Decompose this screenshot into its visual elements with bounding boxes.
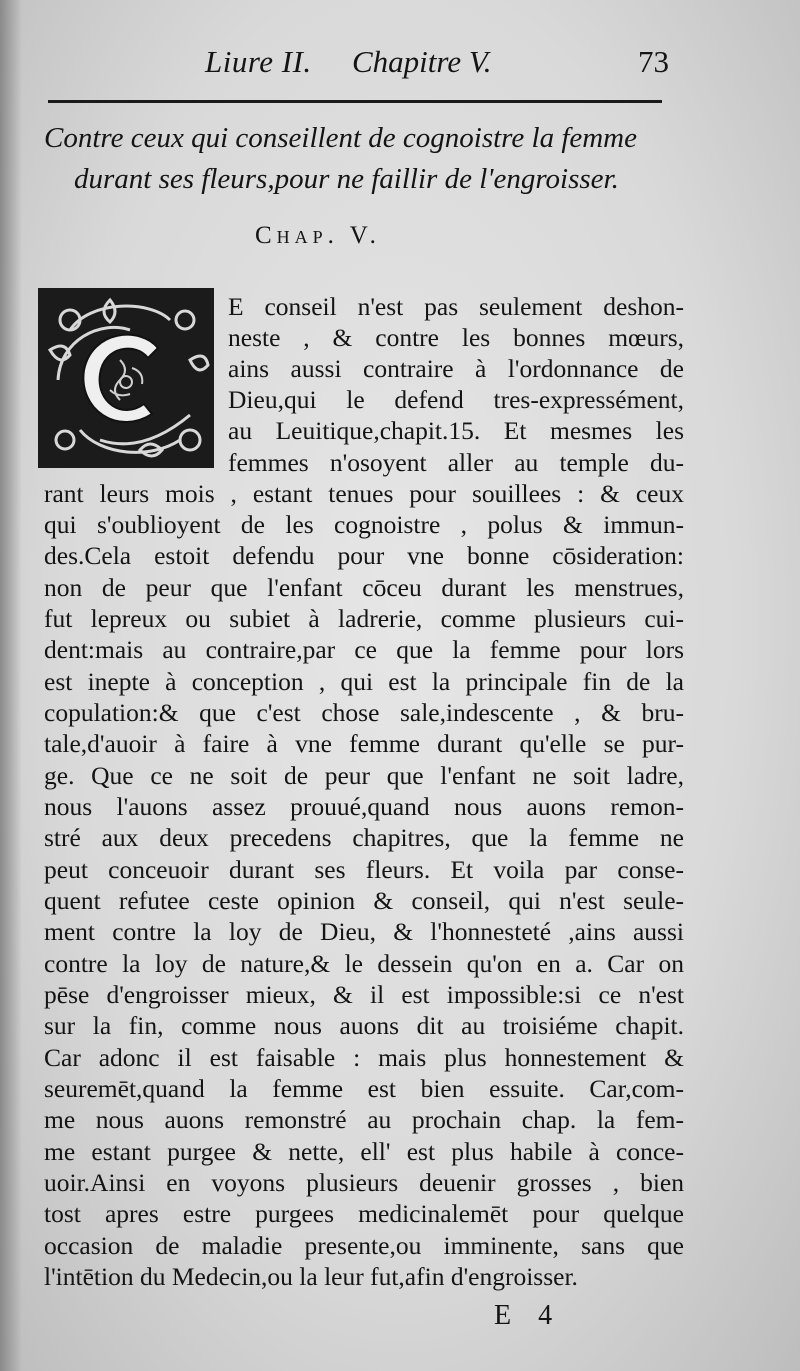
text-line: stré aux deux precedens chapitres, que la femme ne — [44, 823, 684, 852]
text-line: Dieu,qui le defend tres-expressément, — [228, 385, 684, 414]
text-line: contre la loy de nature,& le dessein qu'on en a. Car on — [44, 949, 684, 978]
page-number: 73 — [638, 44, 669, 79]
text-line: dent:mais au contraire,par ce que la femme pour lors — [44, 635, 684, 664]
text-line: ains aussi contraire à l'ordonnance de — [228, 354, 684, 383]
text-line: rant leurs mois , estant tenues pour souillees : & ceux — [44, 479, 684, 508]
text-line: fut lepreux ou subiet à ladrerie, comme plusieurs cui- — [44, 604, 684, 633]
text-line: qui s'oublioyent de les cognoistre , polus & immun- — [44, 510, 684, 539]
text-line: pēse d'engroisser mieux, & il est impossible:si ce n'est — [44, 980, 684, 1009]
text-line: peut conceuoir durant ses fleurs. Et voila par conse- — [44, 855, 684, 884]
text-line: E conseil n'est pas seulement deshon- — [228, 292, 684, 321]
text-line: quent refutee ceste opinion & conseil, qui n'est seule- — [44, 886, 684, 915]
text-line: nous l'auons assez prouué,quand nous auons remon- — [44, 792, 684, 821]
chapter-heading — [44, 118, 684, 200]
text-line: occasion de maladie presente,ou imminente, sans que — [44, 1231, 684, 1260]
running-head — [0, 40, 800, 90]
floral-initial-c-icon — [40, 290, 212, 466]
text-line: ge. Que ce ne soit de peur que l'enfant ne soit ladre, — [44, 761, 684, 790]
heading-line-1: Contre ceux qui conseillent de cognoistre la femme — [44, 122, 637, 154]
text-line: uoir.Ainsi en voyons plusieurs deuenir grosses , bien — [44, 1168, 684, 1197]
text-line: tale,d'auoir à faire à vne femme durant qu'elle se pur- — [44, 729, 684, 758]
chapter-number: Chapitre V. — [352, 44, 492, 79]
text-line: me estant purgee & nette, ell' est plus habile à conce- — [44, 1137, 684, 1166]
text-line: Car adonc il est faisable : mais plus honnestement & — [44, 1043, 684, 1072]
header-rule — [48, 100, 662, 103]
text-line: des.Cela estoit defendu pour vne bonne cōsideration: — [44, 541, 684, 570]
signature-mark: E 4 — [494, 1300, 563, 1331]
text-line: copulation:& que c'est chose sale,indescente , & bru- — [44, 698, 684, 727]
text-line: neste , & contre les bonnes mœurs, — [228, 323, 684, 352]
text-line: tost apres estre purgees medicinalemēt pour quelque — [44, 1199, 684, 1228]
decorated-initial — [40, 290, 212, 466]
text-line: femmes n'osoyent aller au temple du- — [228, 448, 684, 477]
text-line: me nous auons remonstré au prochain chap. la fem- — [44, 1105, 684, 1134]
heading-line-2: durant ses fleurs,pour ne faillir de l'engroisser. — [74, 163, 619, 195]
chapter-label: Chap. V. — [255, 222, 381, 249]
text-line: au Leuitique,chapit.15. Et mesmes les — [228, 416, 684, 445]
text-line: non de peur que l'enfant cōceu durant les menstrues, — [44, 573, 684, 602]
text-line: l'intētion du Medecin,ou la leur fut,afin d'engroisser. — [44, 1262, 578, 1291]
text-line: seuremēt,quand la femme est bien essuite. Car,com- — [44, 1074, 684, 1103]
text-line: est inepte à conception , qui est la principale fin de la — [44, 667, 684, 696]
book-number: Liure II. — [205, 44, 312, 79]
text-line: sur la fin, comme nous auons dit au troisiéme chapit. — [44, 1011, 684, 1040]
text-line: ment contre la loy de Dieu, & l'honnesteté ,ains aussi — [44, 917, 684, 946]
